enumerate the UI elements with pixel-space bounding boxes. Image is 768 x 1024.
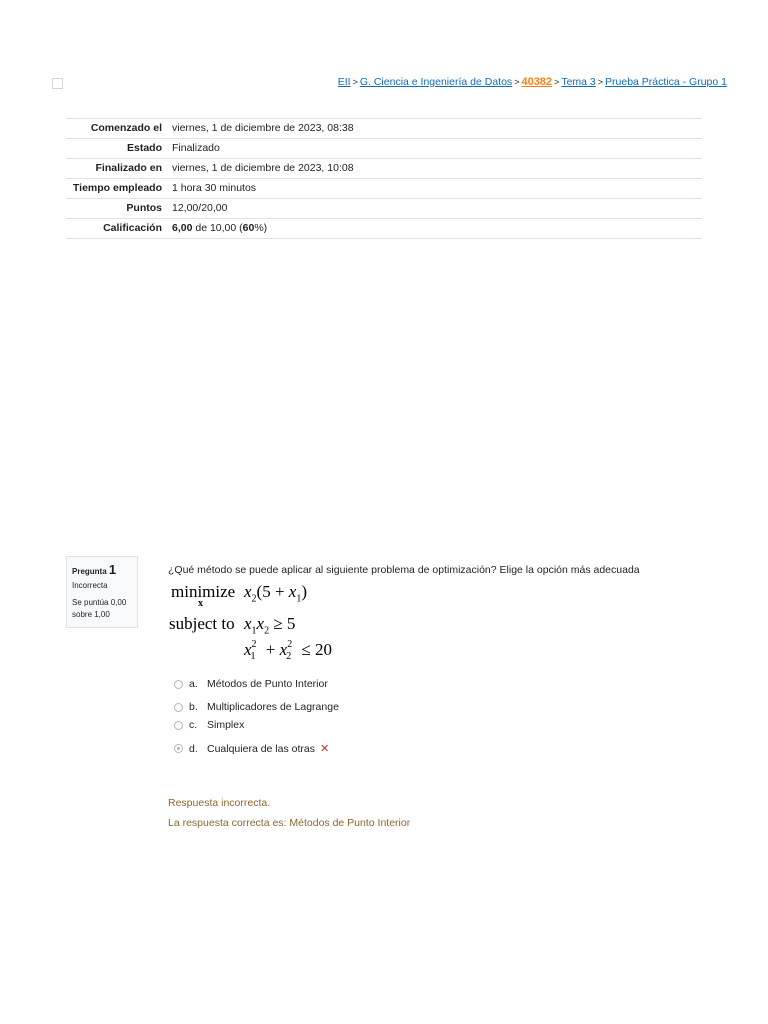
option-label: Simplex (207, 719, 245, 731)
grade-of: de 10,00 ( (195, 222, 243, 234)
question-state: Incorrecta (72, 581, 108, 590)
option-letter: a. (189, 678, 198, 690)
chevron-right-icon: > (554, 77, 560, 87)
math-constraint-1: $x_1x_2 \ge 5$ (244, 614, 296, 637)
summary-value: 12,00/20,00 (172, 202, 228, 214)
summary-value: 1 hora 30 minutos (172, 182, 257, 194)
summary-row-time (66, 179, 702, 199)
summary-row-finished (66, 159, 702, 179)
summary-row-started (66, 119, 702, 139)
checkbox-icon (52, 78, 63, 89)
option-label: Multiplicadores de Lagrange (207, 701, 339, 713)
grade-close: %) (254, 222, 268, 234)
math-var: x (198, 598, 203, 609)
summary-value (168, 219, 702, 239)
option-label: Cualquiera de las otras (207, 742, 315, 755)
option-label: Métodos de Punto Interior (207, 678, 328, 690)
breadcrumb-item-course[interactable]: 40382 (521, 76, 553, 88)
chevron-right-icon: > (597, 77, 604, 87)
summary-value: viernes, 1 de diciembre de 2023, 10:08 (172, 162, 354, 174)
summary-label: Puntos (126, 202, 162, 214)
incorrect-cross-icon: ✕ (319, 743, 330, 755)
question-grade: Se puntúa 0,00 sobre 1,00 (72, 598, 127, 619)
question-text: ¿Qué método se puede aplicar al siguiente problema de optimización? Elige la opción más adecuada (168, 564, 640, 576)
summary-row-grade (66, 219, 702, 239)
question-number: 1 (108, 562, 117, 577)
feedback-correct-answer: La respuesta correcta es: Métodos de Punto Interior (168, 817, 411, 829)
option-letter: c. (189, 719, 198, 731)
breadcrumb (338, 76, 727, 88)
summary-value: Finalizado (172, 142, 220, 154)
option-d[interactable] (174, 742, 329, 755)
summary-label: Estado (126, 142, 162, 154)
radio-icon[interactable] (174, 703, 183, 712)
summary-label: Tiempo empleado (72, 182, 162, 194)
breadcrumb-item-eii[interactable]: EII (337, 76, 351, 88)
chevron-right-icon: > (514, 77, 520, 87)
math-constraint-2: $x_{21} + x_{22} \le 20$ (244, 639, 333, 663)
optimization-formula (168, 582, 368, 662)
summary-label: Finalizado en (95, 162, 162, 174)
option-a[interactable] (174, 678, 328, 690)
question-label: Pregunta (72, 567, 107, 576)
summary-row-points (66, 199, 702, 219)
summary-label: Calificación (103, 222, 162, 234)
breadcrumb-item-degree[interactable]: G. Ciencia e Ingeniería de Datos (359, 76, 513, 88)
breadcrumb-item-quiz[interactable]: Prueba Práctica - Grupo 1 (605, 76, 727, 88)
question-info-box (66, 556, 138, 628)
summary-row-state (66, 139, 702, 159)
math-subject-to: subject to (169, 614, 235, 633)
math-minimize: minimize (171, 582, 236, 601)
feedback-incorrect: Respuesta incorrecta. (168, 797, 271, 809)
attempt-summary-table (66, 118, 702, 239)
grade-score: 6,00 (172, 222, 193, 234)
radio-icon[interactable] (174, 721, 183, 730)
math-objective: $x_2(5 + x_1)$ (244, 582, 308, 605)
summary-label: Comenzado el (90, 122, 162, 134)
option-b[interactable] (174, 701, 339, 713)
breadcrumb-item-topic[interactable]: Tema 3 (561, 76, 596, 88)
grade-percent: 60 (242, 222, 255, 234)
chevron-right-icon: > (352, 77, 358, 87)
radio-icon[interactable] (174, 680, 183, 689)
radio-checked-icon[interactable] (174, 744, 183, 753)
option-letter: b. (189, 701, 198, 713)
option-letter: d. (189, 742, 198, 755)
option-c[interactable] (174, 719, 244, 731)
summary-value: viernes, 1 de diciembre de 2023, 08:38 (172, 122, 354, 134)
